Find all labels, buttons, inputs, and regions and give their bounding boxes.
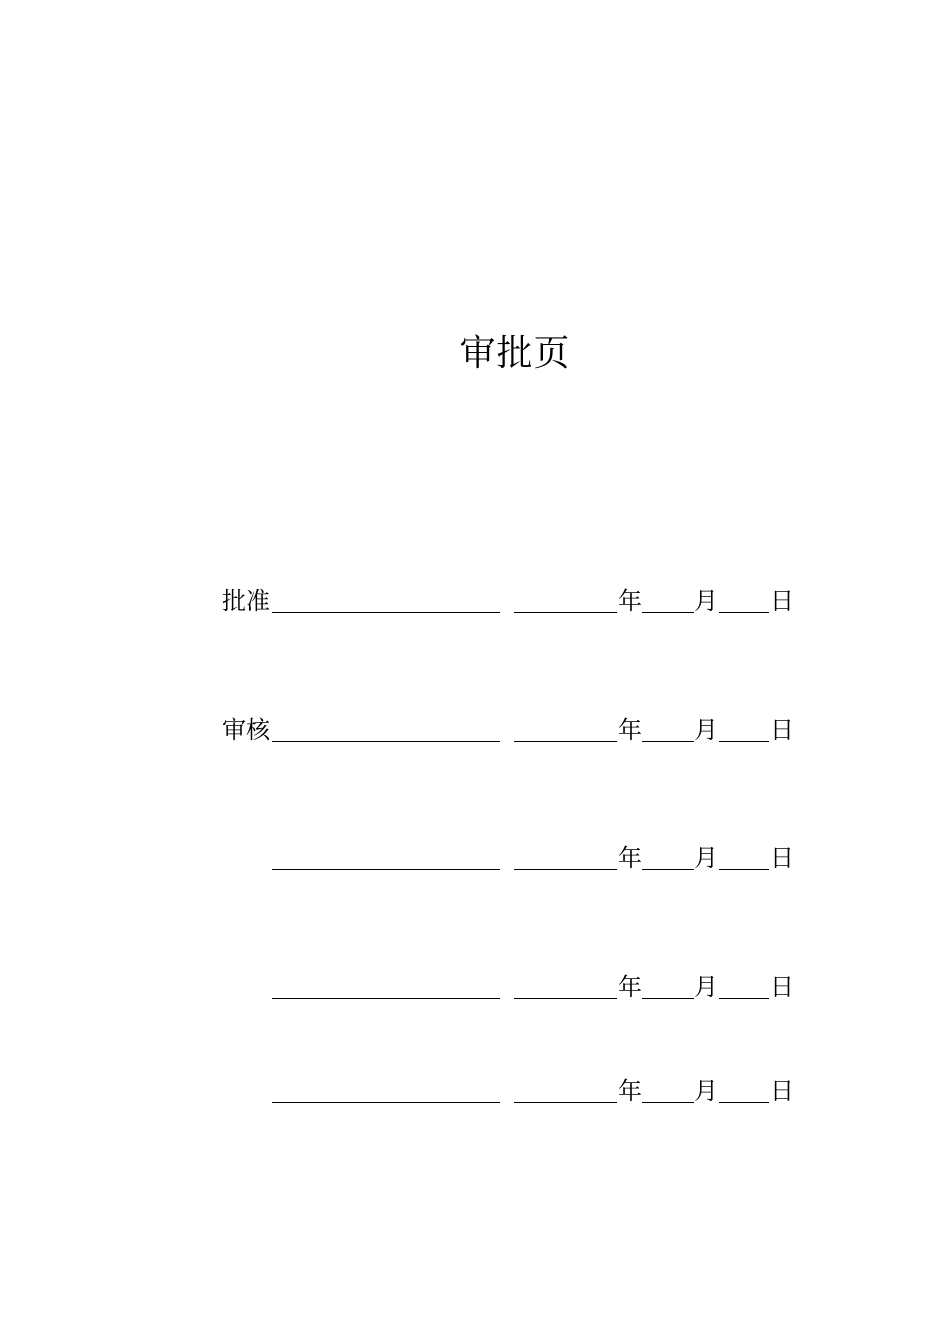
month-label: 月 bbox=[694, 973, 718, 1001]
day-blank-line bbox=[719, 998, 769, 999]
signature-line bbox=[272, 612, 500, 613]
day-blank-line bbox=[719, 869, 769, 870]
year-blank-line bbox=[514, 998, 617, 999]
year-blank-line bbox=[514, 1102, 617, 1103]
signature-line bbox=[272, 1102, 500, 1103]
day-label: 日 bbox=[770, 973, 794, 1001]
year-label: 年 bbox=[618, 844, 642, 872]
year-blank-line bbox=[514, 869, 617, 870]
month-label: 月 bbox=[694, 1077, 718, 1105]
month-label: 月 bbox=[694, 716, 718, 744]
year-blank-line bbox=[514, 741, 617, 742]
day-label: 日 bbox=[770, 1077, 794, 1105]
row-label: 批准 bbox=[222, 587, 270, 615]
year-label: 年 bbox=[618, 716, 642, 744]
day-blank-line bbox=[719, 1102, 769, 1103]
signature-line bbox=[272, 998, 500, 999]
year-label: 年 bbox=[618, 973, 642, 1001]
month-blank-line bbox=[642, 741, 694, 742]
month-label: 月 bbox=[694, 844, 718, 872]
year-label: 年 bbox=[618, 1077, 642, 1105]
year-label: 年 bbox=[618, 587, 642, 615]
day-blank-line bbox=[719, 741, 769, 742]
day-label: 日 bbox=[770, 716, 794, 744]
month-blank-line bbox=[642, 612, 694, 613]
day-label: 日 bbox=[770, 844, 794, 872]
signature-line bbox=[272, 741, 500, 742]
month-label: 月 bbox=[694, 587, 718, 615]
signature-line bbox=[272, 869, 500, 870]
day-label: 日 bbox=[770, 587, 794, 615]
month-blank-line bbox=[642, 869, 694, 870]
page-title: 审批页 bbox=[459, 333, 571, 374]
month-blank-line bbox=[642, 998, 694, 999]
year-blank-line bbox=[514, 612, 617, 613]
row-label: 审核 bbox=[222, 716, 270, 744]
day-blank-line bbox=[719, 612, 769, 613]
month-blank-line bbox=[642, 1102, 694, 1103]
